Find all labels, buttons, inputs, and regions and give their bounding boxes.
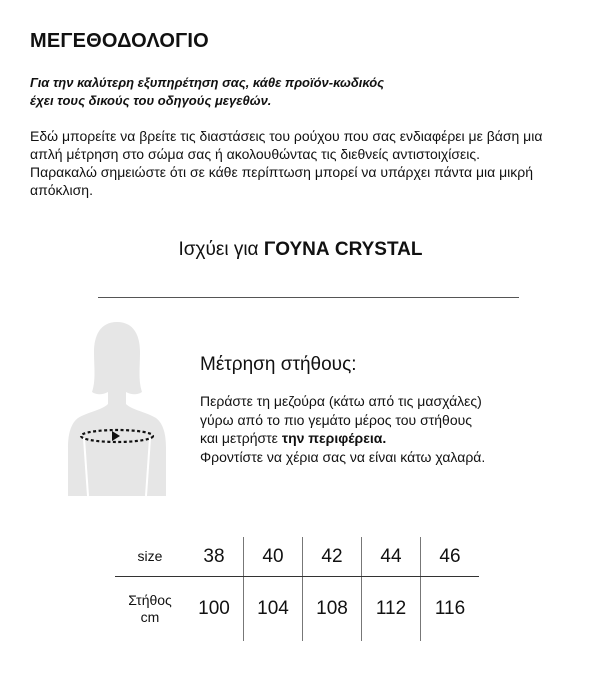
chest-cell: 104 (244, 577, 303, 642)
size-cell: 42 (303, 537, 362, 577)
female-torso-icon (58, 318, 176, 496)
chest-cell: 100 (198, 598, 230, 619)
chest-cell: 112 (362, 577, 421, 642)
measurement-line-2: γύρω από το πιο γεμάτο μέρος του στήθους (200, 411, 473, 428)
size-row (115, 537, 479, 577)
measurement-line-3 (200, 429, 580, 448)
intro-line-2: έχει τους δικούς του οδηγούς μεγεθών. (30, 93, 272, 108)
applies-to-heading (0, 239, 601, 261)
chest-label-line-1: Στήθος (128, 592, 172, 608)
measurement-line-4: Φροντίστε να χέρια σας να είναι κάτω χαλαρά. (200, 448, 486, 465)
measurement-title: Μέτρηση στήθους: (200, 354, 357, 375)
applies-prefix: Ισχύει για (178, 239, 259, 260)
chest-label (115, 577, 185, 642)
size-cell: 40 (244, 537, 303, 577)
chest-cell: 116 (421, 577, 480, 642)
silhouette-head (68, 322, 166, 496)
size-label: size (115, 537, 185, 577)
description-paragraph-2: Παρακαλώ σημειώστε ότι σε κάθε περίπτωση μπορεί να υπάρχει πάντα μια μικρή απόκλιση. (30, 164, 534, 198)
divider (98, 297, 519, 298)
product-name: ΓΟΥΝΑ CRYSTAL (263, 239, 423, 260)
measurement-line-1: Περάστε τη μεζούρα (κάτω από τις μασχάλες) (200, 393, 482, 409)
size-cell: 46 (421, 537, 480, 577)
chest-cell: 108 (303, 577, 362, 642)
measurement-line-3-prefix: και μετρήστε (200, 430, 278, 446)
chest-row (115, 577, 479, 642)
page-title: ΜΕΓΕΘΟΔΟΛΟΓΙΟ (30, 30, 209, 52)
description-paragraph-1: Εδώ μπορείτε να βρείτε τις διαστάσεις του ρούχου που σας ενδιαφέρει με βάση μια απλή μέτρηση στο σώμα σας ή ακολουθώντας τις διεθνείς αντιστοιχίσεις. (30, 128, 543, 162)
size-table (115, 537, 479, 641)
intro-line-1: Για την καλύτερη εξυπηρέτηση σας, κάθε προϊόν-κωδικός (30, 75, 385, 90)
measurement-line-3-bold: την περιφέρεια. (281, 430, 387, 446)
intro-text (30, 74, 570, 110)
measurement-instructions (200, 392, 580, 466)
size-cell: 38 (185, 537, 244, 577)
description (30, 127, 575, 199)
size-cell: 44 (362, 537, 421, 577)
chest-label-line-2: cm (140, 609, 160, 625)
